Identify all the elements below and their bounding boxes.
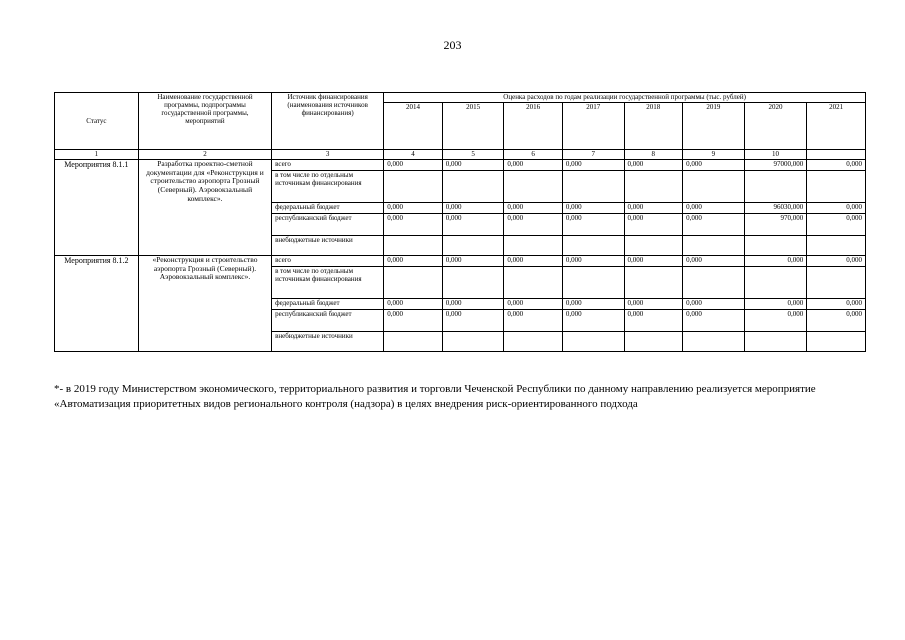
value-cell [744,236,807,256]
header-year: 2015 [442,103,504,150]
source-cell: всего [272,160,384,171]
value-cell: 0,000 [504,214,563,236]
column-number: 8 [624,150,683,160]
value-cell [624,171,683,203]
table-row [55,160,866,171]
column-number: 6 [504,150,563,160]
value-cell [807,171,866,203]
value-cell [442,267,504,299]
value-cell: 0,000 [562,214,624,236]
table-body [55,160,866,352]
value-cell: 0,000 [442,299,504,310]
column-number: 2 [138,150,271,160]
value-cell: 0,000 [504,256,563,267]
value-cell: 0,000 [807,310,866,332]
value-cell [683,236,745,256]
header-year: 2017 [562,103,624,150]
value-cell: 0,000 [562,203,624,214]
value-cell: 0,000 [807,203,866,214]
value-cell: 0,000 [624,299,683,310]
header-source: Источник финансирования (наименования источников финансирования) [272,93,384,150]
value-cell: 970,000 [744,214,807,236]
value-cell [504,171,563,203]
value-cell: 0,000 [624,214,683,236]
value-cell [504,332,563,352]
value-cell [562,171,624,203]
value-cell: 0,000 [384,256,443,267]
value-cell: 0,000 [442,214,504,236]
value-cell: 0,000 [807,256,866,267]
source-cell: федеральный бюджет [272,299,384,310]
status-cell: Мероприятия 8.1.1 [55,160,139,256]
header-status: Статус [55,93,139,150]
source-cell: республиканский бюджет [272,310,384,332]
value-cell: 0,000 [744,256,807,267]
value-cell: 0,000 [807,299,866,310]
table-row [55,256,866,267]
page-number: 203 [443,38,462,52]
value-cell [624,332,683,352]
value-cell [384,267,443,299]
value-cell [624,236,683,256]
header-year: 2020 [744,103,807,150]
value-cell: 0,000 [384,310,443,332]
value-cell: 0,000 [683,160,745,171]
header-year: 2016 [504,103,563,150]
value-cell [807,267,866,299]
value-cell: 0,000 [562,256,624,267]
header-row [55,93,866,103]
value-cell: 0,000 [683,299,745,310]
value-cell: 0,000 [442,256,504,267]
value-cell: 0,000 [442,160,504,171]
value-cell: 0,000 [384,160,443,171]
source-cell: всего [272,256,384,267]
value-cell: 0,000 [624,310,683,332]
value-cell: 0,000 [683,256,745,267]
value-cell: 0,000 [683,310,745,332]
value-cell: 0,000 [683,214,745,236]
source-cell: внебюджетные источники [272,236,384,256]
value-cell [562,332,624,352]
value-cell: 0,000 [562,310,624,332]
value-cell [504,236,563,256]
value-cell: 0,000 [807,160,866,171]
value-cell [384,236,443,256]
header-year: 2019 [683,103,745,150]
column-number: 5 [442,150,504,160]
value-cell [807,236,866,256]
value-cell: 0,000 [442,310,504,332]
value-cell: 0,000 [744,310,807,332]
value-cell [807,332,866,352]
value-cell [744,171,807,203]
value-cell [442,332,504,352]
value-cell: 0,000 [442,203,504,214]
value-cell [683,171,745,203]
column-number: 3 [272,150,384,160]
value-cell: 0,000 [504,310,563,332]
value-cell [562,267,624,299]
value-cell [744,267,807,299]
value-cell: 0,000 [744,299,807,310]
value-cell [384,171,443,203]
footnote: *- в 2019 году Министерством экономического, территориального развития и торговли Чеченской Республики по данному направлению реализуется мероприятие «Автоматизация приоритетных видов регионального контроля (надзора) в целях внедрения риск-ориентированного подхода [54,383,816,410]
column-number: 1 [55,150,139,160]
header-year: 2018 [624,103,683,150]
value-cell [624,267,683,299]
value-cell: 0,000 [807,214,866,236]
status-cell: Мероприятия 8.1.2 [55,256,139,352]
measure-name-cell: Разработка проектно-сметной документации для «Реконструкция и строительство аэропорта Грозный (Северный). Аэровокзальный комплекс». [138,160,271,256]
value-cell: 97000,000 [744,160,807,171]
value-cell: 0,000 [384,299,443,310]
source-cell: республиканский бюджет [272,214,384,236]
header-estimate: Оценка расходов по годам реализации государственной программы (тыс. рублей) [384,93,866,103]
value-cell [442,236,504,256]
measure-name-cell: «Реконструкция и строительство аэропорта Грозный (Северный). Аэровокзальный комплекс». [138,256,271,352]
source-cell: в том числе по отдельным источникам финансирования [272,171,384,203]
value-cell [683,267,745,299]
header-year: 2021 [807,103,866,150]
value-cell [683,332,745,352]
value-cell: 0,000 [562,299,624,310]
header-name: Наименование государственной программы, подпрограммы государственной программы, мероприятий [138,93,271,150]
source-cell: внебюджетные источники [272,332,384,352]
value-cell: 0,000 [562,160,624,171]
source-cell: федеральный бюджет [272,203,384,214]
value-cell [562,236,624,256]
value-cell [744,332,807,352]
budget-table [54,92,866,352]
value-cell [442,171,504,203]
header-year: 2014 [384,103,443,150]
column-number-row [55,150,866,160]
column-number: 9 [683,150,745,160]
column-number: 4 [384,150,443,160]
column-number: 7 [562,150,624,160]
value-cell: 0,000 [624,203,683,214]
value-cell: 0,000 [384,214,443,236]
value-cell: 0,000 [624,160,683,171]
value-cell: 0,000 [504,299,563,310]
column-number [807,150,866,160]
value-cell [384,332,443,352]
value-cell: 0,000 [504,160,563,171]
value-cell: 0,000 [384,203,443,214]
value-cell: 0,000 [683,203,745,214]
source-cell: в том числе по отдельным источникам финансирования [272,267,384,299]
value-cell: 0,000 [504,203,563,214]
value-cell: 96030,000 [744,203,807,214]
value-cell: 0,000 [624,256,683,267]
value-cell [504,267,563,299]
column-number: 10 [744,150,807,160]
